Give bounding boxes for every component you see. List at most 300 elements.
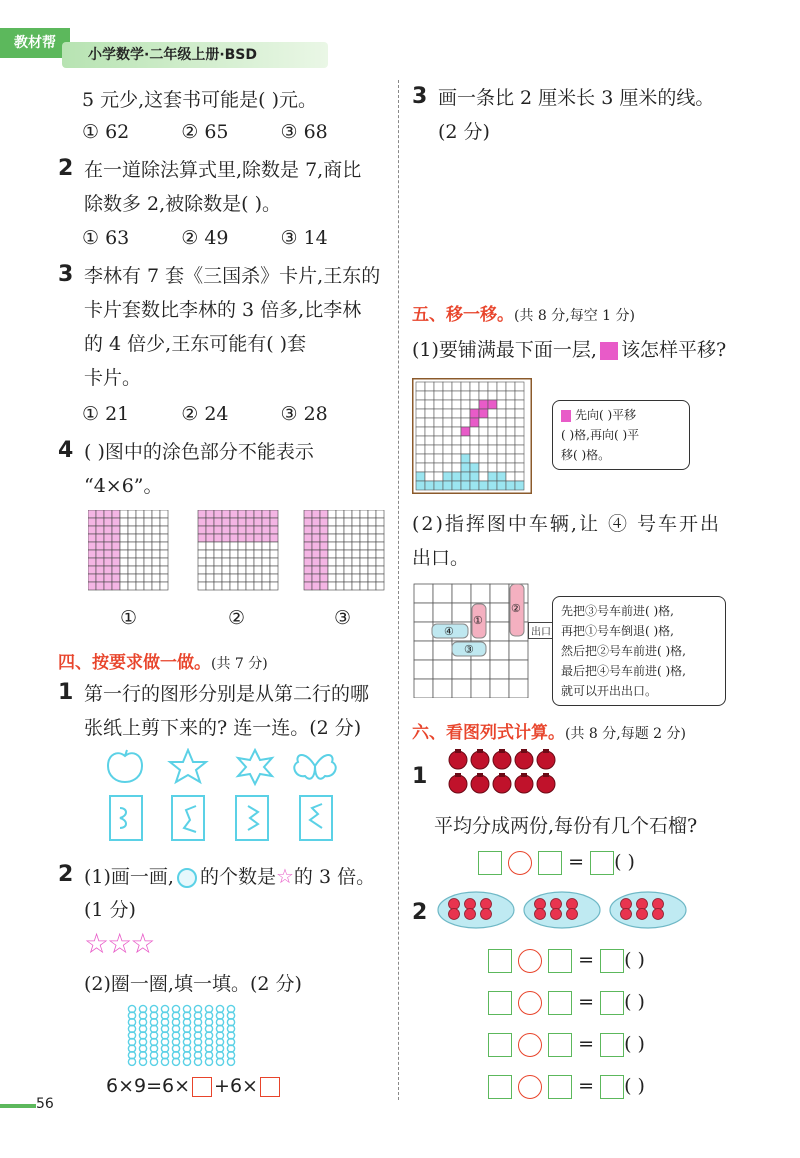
grid-cell bbox=[230, 550, 238, 558]
grid-cell bbox=[120, 582, 128, 590]
apple-icon[interactable] bbox=[108, 750, 142, 782]
grid-cell bbox=[96, 558, 104, 566]
grid-cell bbox=[376, 534, 384, 542]
grid-cell bbox=[128, 510, 136, 518]
circle-icon bbox=[177, 868, 197, 888]
grid-cell bbox=[144, 542, 152, 550]
grid-cell bbox=[262, 558, 270, 566]
grid-cell bbox=[270, 558, 278, 566]
grid-cell bbox=[262, 574, 270, 582]
grid-cell bbox=[136, 574, 144, 582]
grid-cell bbox=[88, 566, 96, 574]
grid-cell bbox=[238, 542, 246, 550]
grid-cell bbox=[376, 526, 384, 534]
tile-cell bbox=[452, 436, 461, 445]
grid-cell bbox=[112, 558, 120, 566]
tile-cell bbox=[488, 391, 497, 400]
tile-cell bbox=[497, 382, 506, 391]
page-number: 56 bbox=[36, 1096, 54, 1112]
grid-cell bbox=[320, 542, 328, 550]
tile-cell bbox=[515, 409, 524, 418]
tile-cell bbox=[515, 400, 524, 409]
grid-cell bbox=[270, 510, 278, 518]
tile-cell bbox=[479, 427, 488, 436]
grid-cell bbox=[160, 518, 168, 526]
tile-cell bbox=[479, 391, 488, 400]
grid-cell bbox=[230, 510, 238, 518]
q2-line-2: 除数多 2,被除数是( )。 bbox=[84, 193, 282, 215]
tile-cell bbox=[488, 472, 497, 481]
grid-cell bbox=[312, 542, 320, 550]
tile-cell bbox=[488, 436, 497, 445]
grid-cell bbox=[88, 534, 96, 542]
grid-cell bbox=[96, 526, 104, 534]
grid-cell bbox=[328, 574, 336, 582]
circle-array[interactable] bbox=[126, 1004, 236, 1068]
grid-cell bbox=[96, 534, 104, 542]
header-book: 小学数学·二年级上册·BSD bbox=[62, 42, 328, 68]
grid-cell bbox=[112, 550, 120, 558]
q2-option-1[interactable]: ① 63 bbox=[82, 227, 130, 249]
tile-cell bbox=[461, 427, 470, 436]
eq-box[interactable] bbox=[488, 991, 512, 1015]
tile-cell bbox=[425, 391, 434, 400]
grid-cell bbox=[246, 558, 254, 566]
c2-equation-4: = ( ) bbox=[488, 1074, 645, 1099]
q2-option-3[interactable]: ③ 14 bbox=[280, 227, 328, 249]
grid-cell bbox=[144, 534, 152, 542]
grid-cell bbox=[320, 526, 328, 534]
grid-cell bbox=[160, 550, 168, 558]
grid-cell bbox=[344, 566, 352, 574]
grid-cell bbox=[112, 518, 120, 526]
grid-cell bbox=[206, 550, 214, 558]
grid-cell bbox=[238, 566, 246, 574]
grid-cell bbox=[328, 582, 336, 590]
tile-cell bbox=[425, 382, 434, 391]
eq-box[interactable] bbox=[478, 851, 502, 875]
tile-cell bbox=[506, 472, 515, 481]
grid-cell bbox=[270, 518, 278, 526]
grid-cell bbox=[304, 582, 312, 590]
grid-cell bbox=[214, 518, 222, 526]
tile-cell bbox=[461, 418, 470, 427]
p2-line-2: 出口。 bbox=[412, 547, 470, 569]
grid-cell bbox=[336, 526, 344, 534]
eq-result-box[interactable] bbox=[600, 1075, 624, 1099]
grid-cell bbox=[246, 518, 254, 526]
column-divider bbox=[398, 80, 400, 1100]
grid-cell bbox=[88, 550, 96, 558]
tile-cell bbox=[506, 481, 515, 490]
parking-cell bbox=[471, 679, 490, 698]
grid-cell bbox=[304, 558, 312, 566]
grid-cell bbox=[160, 566, 168, 574]
eq-box[interactable] bbox=[548, 1075, 572, 1099]
tile-cell bbox=[434, 436, 443, 445]
star-shape-icon[interactable] bbox=[170, 750, 206, 782]
tile-cell bbox=[497, 481, 506, 490]
grid-cell bbox=[230, 542, 238, 550]
parking-cell bbox=[433, 641, 452, 660]
tile-cell bbox=[497, 454, 506, 463]
grid-cell bbox=[352, 518, 360, 526]
grid-cell bbox=[344, 510, 352, 518]
grid-cell bbox=[360, 542, 368, 550]
grid-cell bbox=[104, 542, 112, 550]
plate-icon bbox=[610, 892, 686, 928]
grid-cell bbox=[336, 542, 344, 550]
grid-cell bbox=[230, 534, 238, 542]
tile-cell bbox=[434, 400, 443, 409]
grid-cell bbox=[320, 550, 328, 558]
q1-option-3[interactable]: ③ 68 bbox=[280, 121, 328, 143]
footer-bar bbox=[0, 1104, 36, 1108]
grid-cell bbox=[198, 558, 206, 566]
tile-cell bbox=[452, 409, 461, 418]
eq-box[interactable] bbox=[538, 851, 562, 875]
c1-question: 平均分成两份,每份有几个石榴? bbox=[434, 815, 698, 837]
grid-cell bbox=[88, 526, 96, 534]
grid-cell bbox=[88, 558, 96, 566]
right-q3-line-1: 画一条比 2 厘米长 3 厘米的线。 bbox=[438, 87, 715, 109]
eq-operator-circle[interactable] bbox=[518, 949, 542, 973]
eq-box[interactable] bbox=[488, 1075, 512, 1099]
grid-cell bbox=[104, 558, 112, 566]
eq-operator-circle[interactable] bbox=[518, 991, 542, 1015]
grid-cell bbox=[160, 574, 168, 582]
parking-cell bbox=[414, 584, 433, 603]
grid-cell bbox=[238, 526, 246, 534]
grid-cell bbox=[262, 526, 270, 534]
strawberry-icon bbox=[653, 899, 664, 910]
tile-cell bbox=[452, 400, 461, 409]
grid-cell bbox=[144, 518, 152, 526]
eq-result-box[interactable] bbox=[590, 851, 614, 875]
c1-number: 1 bbox=[412, 764, 428, 789]
tile-cell bbox=[470, 472, 479, 481]
grid-cell bbox=[336, 582, 344, 590]
eq-result-box[interactable] bbox=[600, 991, 624, 1015]
grid-cell bbox=[152, 526, 160, 534]
paper-1-icon[interactable] bbox=[110, 796, 142, 840]
s4q1-line-1: 第一行的图形分别是从第二行的哪 bbox=[84, 683, 370, 705]
tile-cell bbox=[515, 436, 524, 445]
grid-cell bbox=[368, 542, 376, 550]
q3-option-3[interactable]: ③ 28 bbox=[280, 403, 328, 425]
grid-cell bbox=[336, 574, 344, 582]
p2-line-1: (2)指挥图中车辆,让 ④ 号车开出 bbox=[412, 513, 722, 535]
eq-box[interactable] bbox=[548, 991, 572, 1015]
tile-cell bbox=[515, 481, 524, 490]
pomegranate-crown bbox=[499, 773, 505, 777]
tile-cell bbox=[506, 400, 515, 409]
grid-cell bbox=[368, 574, 376, 582]
c2-equation-2: = ( ) bbox=[488, 990, 645, 1015]
grid-cell bbox=[214, 534, 222, 542]
grid-cell bbox=[304, 574, 312, 582]
grid-cell bbox=[360, 582, 368, 590]
grid-cell bbox=[254, 574, 262, 582]
tile-cell bbox=[488, 481, 497, 490]
grid-cell bbox=[230, 526, 238, 534]
grid-cell bbox=[198, 582, 206, 590]
tile-cell bbox=[506, 418, 515, 427]
q4-label-2[interactable]: ② bbox=[228, 607, 246, 629]
grid-cell bbox=[304, 518, 312, 526]
q3-line-2: 卡片套数比李林的 3 倍多,比李林 bbox=[84, 299, 362, 321]
grid-cell bbox=[152, 582, 160, 590]
tiling-grid[interactable] bbox=[412, 378, 532, 494]
tile-cell bbox=[425, 400, 434, 409]
pomegranate-icon bbox=[449, 751, 467, 769]
grid-cell bbox=[304, 510, 312, 518]
tile-cell bbox=[479, 409, 488, 418]
tile-cell bbox=[479, 400, 488, 409]
eq-box[interactable] bbox=[488, 949, 512, 973]
grid-cell bbox=[304, 566, 312, 574]
s4q2-number: 2 bbox=[58, 862, 74, 887]
tile-cell bbox=[434, 418, 443, 427]
q4-label-1[interactable]: ① bbox=[120, 607, 138, 629]
q3-options bbox=[82, 402, 328, 426]
grid-cell bbox=[96, 550, 104, 558]
eq-box[interactable] bbox=[548, 949, 572, 973]
grid-cell bbox=[222, 526, 230, 534]
grid-cell bbox=[222, 510, 230, 518]
tile-cell bbox=[497, 436, 506, 445]
grid-cell bbox=[352, 558, 360, 566]
header-bar bbox=[0, 28, 310, 64]
grid-cell bbox=[206, 566, 214, 574]
grid-cell bbox=[312, 582, 320, 590]
q4-grid-3[interactable] bbox=[304, 510, 384, 590]
eq-operator-circle[interactable] bbox=[518, 1075, 542, 1099]
eq-result-box[interactable] bbox=[600, 1033, 624, 1057]
tile-cell bbox=[506, 382, 515, 391]
grid-cell bbox=[96, 566, 104, 574]
strawberry-icon bbox=[449, 899, 460, 910]
tile-cell bbox=[515, 427, 524, 436]
pomegranate-icon bbox=[515, 751, 533, 769]
grid-cell bbox=[344, 542, 352, 550]
pomegranate-crown bbox=[455, 749, 461, 753]
car-3-label: ③ bbox=[464, 643, 474, 656]
grid-cell bbox=[198, 550, 206, 558]
tile-cell bbox=[506, 409, 515, 418]
grid-cell bbox=[160, 582, 168, 590]
grid-cell bbox=[152, 550, 160, 558]
grid-cell bbox=[198, 542, 206, 550]
q4-grid-2[interactable] bbox=[198, 510, 278, 590]
tile-cell bbox=[443, 418, 452, 427]
paper-4-icon[interactable] bbox=[300, 796, 332, 840]
pomegranate-icon bbox=[515, 775, 533, 793]
parking-cell bbox=[433, 603, 452, 622]
grid-cell bbox=[344, 550, 352, 558]
star-icon: ☆ bbox=[107, 927, 131, 960]
tile-cell bbox=[416, 409, 425, 418]
grid-cell bbox=[312, 558, 320, 566]
butterfly-shape-icon[interactable] bbox=[294, 755, 335, 779]
star-icon: ☆ bbox=[130, 927, 154, 960]
eq-operator-circle[interactable] bbox=[518, 1033, 542, 1057]
answer-box-1[interactable] bbox=[192, 1077, 212, 1097]
pomegranate-crown bbox=[543, 749, 549, 753]
answer-box-2[interactable] bbox=[260, 1077, 280, 1097]
pomegranate-icon bbox=[493, 751, 511, 769]
grid-cell bbox=[152, 542, 160, 550]
grid-cell bbox=[104, 526, 112, 534]
tile-cell bbox=[506, 391, 515, 400]
pomegranate-icon bbox=[537, 775, 555, 793]
tile-cell bbox=[452, 418, 461, 427]
parking-grid[interactable] bbox=[412, 582, 534, 698]
grid-cell bbox=[206, 542, 214, 550]
tile-cell bbox=[470, 382, 479, 391]
s4q2-equation: 6×9=6× +6× bbox=[106, 1074, 280, 1098]
grid-cell bbox=[96, 510, 104, 518]
grid-cell bbox=[376, 542, 384, 550]
grid-cell bbox=[88, 574, 96, 582]
tile-cell bbox=[434, 391, 443, 400]
grid-cell bbox=[336, 518, 344, 526]
grid-cell bbox=[304, 534, 312, 542]
strawberry-icon bbox=[465, 899, 476, 910]
grid-cell bbox=[230, 518, 238, 526]
tile-cell bbox=[425, 427, 434, 436]
grid-cell bbox=[344, 582, 352, 590]
tile-cell bbox=[416, 427, 425, 436]
grid-cell bbox=[360, 558, 368, 566]
paper-2-icon[interactable] bbox=[172, 796, 204, 840]
parking-cell bbox=[414, 641, 433, 660]
pomegranate-crown bbox=[455, 773, 461, 777]
section-4-title: 四、按要求做一做。(共 7 分) bbox=[58, 653, 268, 673]
tile-cell bbox=[434, 445, 443, 454]
grid-cell bbox=[368, 558, 376, 566]
eq-operator-circle[interactable] bbox=[508, 851, 532, 875]
burst-shape-icon[interactable] bbox=[238, 750, 272, 784]
q4-label-3[interactable]: ③ bbox=[334, 607, 352, 629]
grid-cell bbox=[120, 510, 128, 518]
parking-cell bbox=[509, 641, 528, 660]
parking-cell bbox=[471, 660, 490, 679]
q3-option-1[interactable]: ① 21 bbox=[82, 403, 130, 425]
tile-cell bbox=[488, 445, 497, 454]
grid-cell bbox=[368, 526, 376, 534]
header-logo-tab bbox=[0, 28, 70, 58]
grid-cell bbox=[128, 534, 136, 542]
pomegranate-crown bbox=[499, 749, 505, 753]
car-4-label: ④ bbox=[444, 625, 454, 638]
grid-cell bbox=[96, 518, 104, 526]
parking-cell bbox=[452, 603, 471, 622]
grid-cell bbox=[214, 542, 222, 550]
eq-box[interactable] bbox=[548, 1033, 572, 1057]
tile-cell bbox=[470, 445, 479, 454]
grid-cell bbox=[238, 574, 246, 582]
grid-cell bbox=[262, 510, 270, 518]
parking-cell bbox=[490, 603, 509, 622]
tile-cell bbox=[479, 418, 488, 427]
section-5-score: (共 8 分,每空 1 分) bbox=[514, 308, 635, 324]
tile-cell bbox=[497, 427, 506, 436]
grid-cell bbox=[222, 574, 230, 582]
grid-cell bbox=[312, 566, 320, 574]
q3-option-2[interactable]: ② 24 bbox=[181, 403, 229, 425]
grid-cell bbox=[352, 550, 360, 558]
tile-cell bbox=[470, 454, 479, 463]
grid-cell bbox=[254, 534, 262, 542]
grid-cell bbox=[136, 518, 144, 526]
tile-cell bbox=[515, 472, 524, 481]
tile-cell bbox=[434, 427, 443, 436]
q4-grid-1[interactable] bbox=[88, 510, 168, 590]
grid-cell bbox=[104, 534, 112, 542]
eq-box[interactable] bbox=[488, 1033, 512, 1057]
grid-cell bbox=[144, 574, 152, 582]
tile-cell bbox=[461, 382, 470, 391]
grid-cell bbox=[328, 566, 336, 574]
parking-cell bbox=[490, 641, 509, 660]
tile-cell bbox=[470, 391, 479, 400]
tile-cell bbox=[416, 382, 425, 391]
grid-cell bbox=[136, 582, 144, 590]
grid-cell bbox=[360, 566, 368, 574]
grid-cell bbox=[312, 526, 320, 534]
q2-option-2[interactable]: ② 49 bbox=[181, 227, 229, 249]
grid-cell bbox=[304, 542, 312, 550]
eq-result-box[interactable] bbox=[600, 949, 624, 973]
paper-3-icon[interactable] bbox=[236, 796, 268, 840]
tile-cell bbox=[470, 409, 479, 418]
grid-cell bbox=[238, 518, 246, 526]
plate-icon bbox=[438, 892, 514, 928]
tile-cell bbox=[425, 445, 434, 454]
grid-cell bbox=[128, 550, 136, 558]
tile-cell bbox=[461, 481, 470, 490]
grid-cell bbox=[96, 574, 104, 582]
pomegranate-icon bbox=[471, 775, 489, 793]
grid-cell bbox=[104, 510, 112, 518]
tile-cell bbox=[497, 391, 506, 400]
grid-cell bbox=[344, 558, 352, 566]
tile-cell bbox=[470, 463, 479, 472]
exit-label: 出口 bbox=[528, 622, 554, 639]
tile-cell bbox=[497, 409, 506, 418]
grid-cell bbox=[320, 534, 328, 542]
tile-cell bbox=[479, 463, 488, 472]
strawberry-icon bbox=[637, 909, 648, 920]
q1-option-1[interactable]: ① 62 bbox=[82, 121, 130, 143]
eq-unit[interactable]: ( ) bbox=[614, 851, 635, 873]
grid-cell bbox=[198, 526, 206, 534]
grid-cell bbox=[222, 518, 230, 526]
grid-cell bbox=[206, 518, 214, 526]
parking-cell bbox=[509, 679, 528, 698]
tile-cell bbox=[443, 436, 452, 445]
grid-cell bbox=[336, 558, 344, 566]
grid-cell bbox=[360, 550, 368, 558]
grid-cell bbox=[206, 558, 214, 566]
q1-option-2[interactable]: ② 65 bbox=[181, 121, 229, 143]
right-q3-line-2: (2 分) bbox=[438, 121, 490, 143]
car-1-label: ① bbox=[473, 614, 483, 627]
grid-cell bbox=[270, 542, 278, 550]
tile-cell bbox=[461, 454, 470, 463]
grid-cell bbox=[262, 518, 270, 526]
